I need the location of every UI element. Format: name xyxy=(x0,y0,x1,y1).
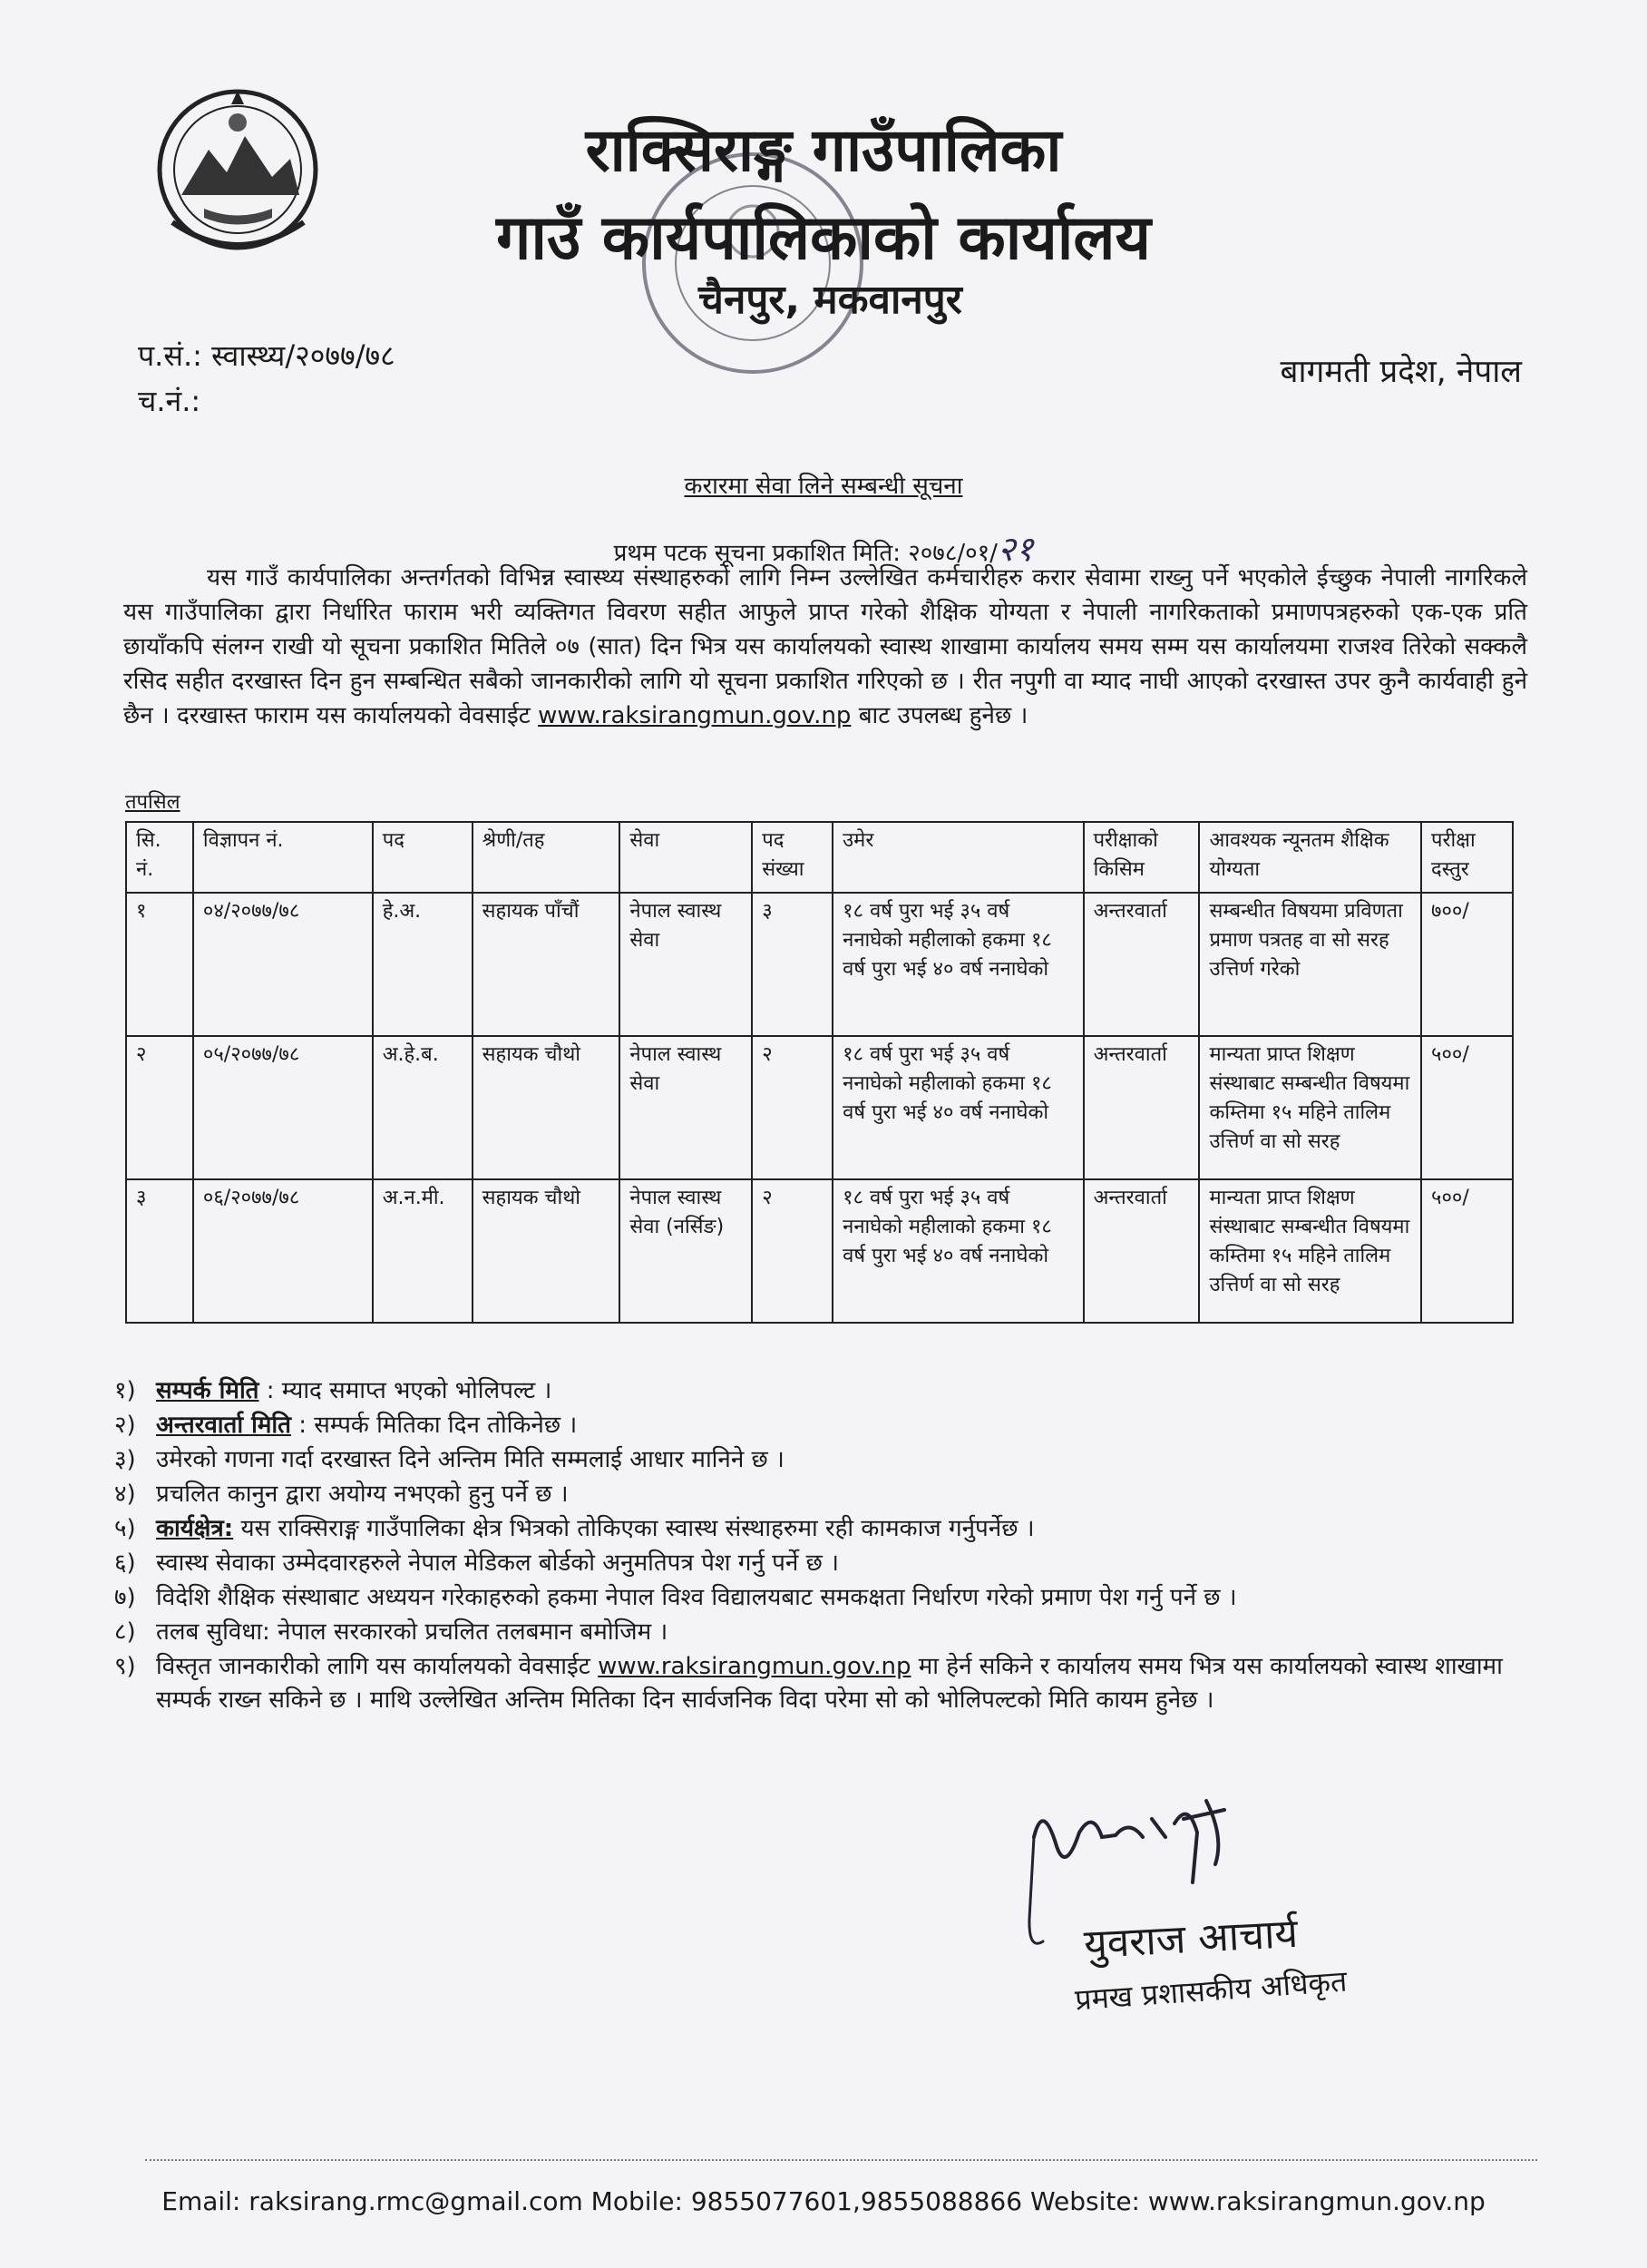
list-item xyxy=(114,1581,1529,1615)
list-item xyxy=(114,1616,1529,1649)
list-item-number: ४) xyxy=(114,1481,136,1508)
list-item-text: विदेशि शैक्षिक संस्थाबाट अध्ययन गरेकाहरुको हकमा नेपाल विश्व विद्यालयबाट समकक्षता निर्धारण गरेको प्रमाण पेश गर्नु पर्ने छ । xyxy=(156,1584,1237,1611)
table-row xyxy=(126,1036,1513,1179)
list-item-number: ९) xyxy=(114,1653,136,1680)
table-cell: सहायक चौथो xyxy=(473,1036,620,1179)
conditions-list xyxy=(114,1374,1529,1718)
table-header-cell: परीक्षाको किसिम xyxy=(1084,822,1200,893)
table-cell: २ xyxy=(752,1179,833,1323)
table-cell: सम्बन्धीत विषयमा प्रविणता प्रमाण पत्रतह वा सो सरह उत्तिर्ण गरेको xyxy=(1199,893,1421,1036)
list-item xyxy=(114,1650,1529,1717)
list-item-number: ८) xyxy=(114,1618,136,1646)
table-cell: नेपाल स्वास्थ सेवा (नर्सिङ) xyxy=(619,1179,752,1323)
table-cell: हे.अ. xyxy=(373,893,473,1036)
list-item-number: ३) xyxy=(114,1446,136,1473)
dispatch-number: च.नं.: xyxy=(138,384,201,418)
table-row xyxy=(126,1179,1513,1323)
signatory-name: युवराज आचार्य xyxy=(1082,1910,1300,1969)
table-cell: २ xyxy=(126,1036,193,1179)
footer-contact: Email: raksirang.rmc@gmail.com Mobile: 9855077601,9855088866 Website: www.raksirangmun.gov.np xyxy=(161,2186,1486,2216)
notice-body-tail: बाट उपलब्ध हुनेछ । xyxy=(858,702,1028,729)
list-item-text: विस्तृत जानकारीको लागि यस कार्यालयको वेवसाईट xyxy=(156,1653,590,1680)
province-label: बागमती प्रदेश, नेपाल xyxy=(1280,354,1522,390)
table-cell: अन्तरवार्ता xyxy=(1084,1036,1200,1179)
table-cell: मान्यता प्राप्त शिक्षण संस्थाबाट सम्बन्धीत विषयमा कम्तिमा १५ महिने तालिम उत्तिर्ण वा सो सरह xyxy=(1199,1179,1421,1323)
table-cell: १८ वर्ष पुरा भई ३५ वर्ष ननाघेको महीलाको हकमा १८ वर्ष पुरा भई ४० वर्ष ननाघेको xyxy=(833,893,1083,1036)
list-item-text: मा हेर्न सकिने र कार्यालय समय भित्र यस कार्यालयको स्वास्थ शाखामा सम्पर्क राख्न सकिने छ । माथि उल्लेखित अन्तिम मितिका दिन सार्वजनिक विदा परेमा सो को भोलिपल्टको मिति कायम हुनेछ । xyxy=(156,1653,1503,1714)
list-item-text: स्वास्थ सेवाका उम्मेदवारहरुले नेपाल मेडिकल बोर्डको अनुमतिपत्र पेश गर्नु पर्ने छ । xyxy=(156,1549,839,1577)
table-header-cell: सेवा xyxy=(619,822,752,893)
table-header-cell: आवश्यक न्यूनतम शैक्षिक योग्यता xyxy=(1199,822,1421,893)
publish-date-label: प्रथम पटक सूचना प्रकाशित मिति: २०७८/०१/ xyxy=(613,540,998,567)
office-address: चैनपुर, मकवानपुर xyxy=(698,277,962,323)
signatory-designation: प्रमख प्रशासकीय अधिकृत xyxy=(1074,1963,1349,2018)
table-header-cell: उमेर xyxy=(833,822,1083,893)
list-item xyxy=(114,1547,1529,1580)
table-header-cell: पद xyxy=(373,822,473,893)
list-item-text: प्रचलित कानुन द्वारा अयोग्य नभएको हुनु पर्ने छ । xyxy=(156,1481,569,1508)
list-item xyxy=(114,1443,1529,1477)
table-cell: अ.न.मी. xyxy=(373,1179,473,1323)
table-cell: ३ xyxy=(752,893,833,1036)
list-item-number: २) xyxy=(114,1412,136,1439)
table-header-row xyxy=(126,822,1513,893)
table-row xyxy=(126,893,1513,1036)
footer-divider xyxy=(145,2159,1537,2161)
table-cell: अ.हे.ब. xyxy=(373,1036,473,1179)
table-cell: नेपाल स्वास्थ सेवा xyxy=(619,1036,752,1179)
table-header-cell: पद संख्या xyxy=(752,822,833,893)
list-item-number: ५) xyxy=(114,1515,136,1542)
website-link[interactable]: www.raksirangmun.gov.np xyxy=(538,702,852,729)
table-cell: ७००/ xyxy=(1421,893,1513,1036)
list-item xyxy=(114,1478,1529,1511)
table-cell: १८ वर्ष पुरा भई ३५ वर्ष ननाघेको महीलाको हकमा १८ वर्ष पुरा भई ४० वर्ष ननाघेको xyxy=(833,1036,1083,1179)
list-item xyxy=(114,1512,1529,1546)
table-header-cell: विज्ञापन नं. xyxy=(193,822,373,893)
table-cell: १८ वर्ष पुरा भई ३५ वर्ष ननाघेको महीलाको हकमा १८ वर्ष पुरा भई ४० वर्ष ननाघेको xyxy=(833,1179,1083,1323)
list-item-number: १) xyxy=(114,1377,136,1404)
office-title-executive: गाउँ कार्यपालिकाको कार्यालय xyxy=(496,202,1151,274)
table-cell: ०५/२०७७/७८ xyxy=(193,1036,373,1179)
list-item-text: यस राक्सिराङ्ग गाउँपालिका क्षेत्र भित्रको तोकिएका स्वास्थ संस्थाहरुमा रही कामकाज गर्नुपर्नेछ । xyxy=(240,1515,1035,1542)
publish-date-day: २१ xyxy=(997,529,1034,569)
list-item-text: तलब सुविधा: नेपाल सरकारको प्रचलित तलबमान बमोजिम । xyxy=(156,1618,668,1646)
list-item-label: अन्तरवार्ता मिति xyxy=(156,1412,291,1439)
table-cell: मान्यता प्राप्त शिक्षण संस्थाबाट सम्बन्धीत विषयमा कम्तिमा १५ महिने तालिम उत्तिर्ण वा सो सरह xyxy=(1199,1036,1421,1179)
table-cell: २ xyxy=(752,1036,833,1179)
list-item xyxy=(114,1409,1529,1442)
list-item-text: : सम्पर्क मितिका दिन तोकिनेछ । xyxy=(298,1412,578,1439)
list-item-number: ७) xyxy=(114,1584,136,1611)
reference-number: प.सं.: स्वास्थ्य/२०७७/७८ xyxy=(138,338,395,373)
notice-title: करारमा सेवा लिने सम्बन्धी सूचना xyxy=(684,473,963,500)
table-header-cell: सि. नं. xyxy=(126,822,193,893)
vacancy-table xyxy=(125,821,1514,1324)
details-label: तपसिल xyxy=(125,791,180,814)
office-title-municipality: राक्सिराङ्ग गाउँपालिका xyxy=(585,115,1062,185)
table-cell: नेपाल स्वास्थ सेवा xyxy=(619,893,752,1036)
table-cell: ३ xyxy=(126,1179,193,1323)
notice-body-text: यस गाउँ कार्यपालिका अन्तर्गतको विभिन्न स्वास्थ्य संस्थाहरुको लागि निम्न उल्लेखित कर्मचारीहरु करार सेवामा राख्नु पर्ने भएकोले ईच्छुक नेपाली नागरिकले यस गाउँपालिका द्वारा निर्धारित फाराम भरी व्यक्तिगत विवरण सहीत आफुले प्राप्त गरेको शैक्षिक योग्यता र नेपाली नागरिकताको प्रमाणपत्रहरुको एक-एक प्रति छायाँकपि संलग्न राखी यो सूचना प्रकाशित मितिले ०७ (सात) दिन भित्र यस कार्यालयको स्वास्थ शाखामा कार्यालय समय सम्म यस कार्यालयमा राजश्व तिरेको सक्कलै रसिद सहीत दरखास्त दिन हुन सम्बन्धित सबैको जानकारीको लागि यो सूचना प्रकाशित गरिएको छ । रीत नपुगी वा म्याद नाघी आएको दरखास्त उपर कुनै कार्यवाही हुने छैन । दरखास्त फाराम यस कार्यालयको वेवसाईट xyxy=(123,564,1527,729)
table-cell: ५००/ xyxy=(1421,1179,1513,1323)
table-cell: अन्तरवार्ता xyxy=(1084,893,1200,1036)
notice-body xyxy=(123,561,1527,733)
list-item-number: ६) xyxy=(114,1549,136,1577)
table-header-cell: परीक्षा दस्तुर xyxy=(1421,822,1513,893)
list-item-text: : म्याद समाप्त भएको भोलिपल्ट । xyxy=(266,1377,552,1404)
table-cell: १ xyxy=(126,893,193,1036)
table-cell: ०६/२०७७/७८ xyxy=(193,1179,373,1323)
list-item-label: कार्यक्षेत्र: xyxy=(156,1515,234,1542)
table-cell: ५००/ xyxy=(1421,1036,1513,1179)
list-item-label: सम्पर्क मिति xyxy=(156,1377,259,1404)
table-cell: अन्तरवार्ता xyxy=(1084,1179,1200,1323)
table-cell: सहायक पाँचौं xyxy=(473,893,620,1036)
list-item-text: उमेरको गणना गर्दा दरखास्त दिने अन्तिम मिति सम्मलाई आधार मानिने छ । xyxy=(156,1446,785,1473)
table-cell: ०४/२०७७/७८ xyxy=(193,893,373,1036)
table-cell: सहायक चौथो xyxy=(473,1179,620,1323)
website-link[interactable]: www.raksirangmun.gov.np xyxy=(598,1653,911,1680)
list-item xyxy=(114,1374,1529,1408)
table-header-cell: श्रेणी/तह xyxy=(473,822,620,893)
